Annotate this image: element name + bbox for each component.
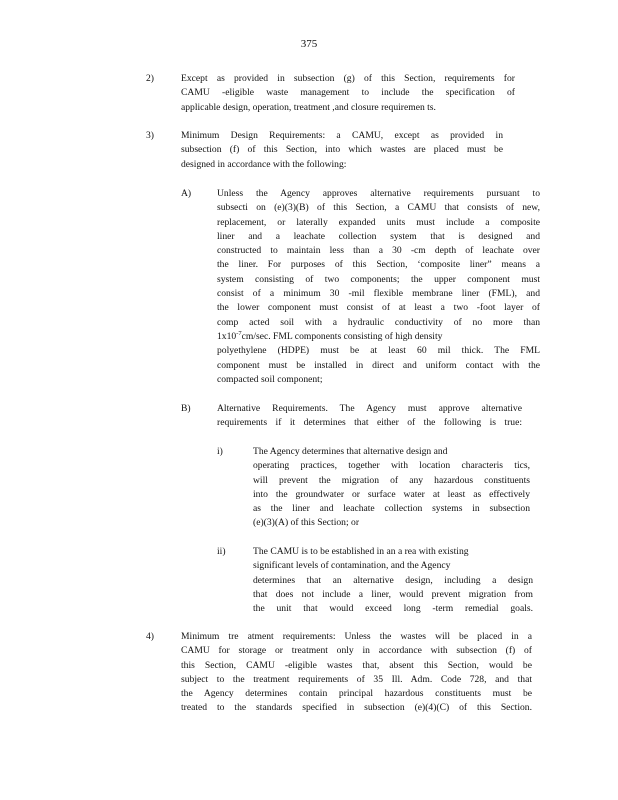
text-line: as the liner and leachate collection systems in subsection	[253, 503, 530, 515]
text-line: the lower component must consist of at least a two -foot layer of	[217, 302, 540, 314]
text-line: (e)(3)(A) of this Section; or	[253, 517, 360, 529]
item-3a-label: A)	[181, 188, 192, 199]
item-3a-text	[217, 187, 540, 387]
item-3-label: 3)	[146, 130, 154, 141]
item-3-text	[181, 129, 503, 172]
text-fragment: cm/sec. FML components consisting of high density	[241, 330, 443, 342]
text-line: polyethylene (HDPE) must be at least 60 mil thick. The FML	[217, 345, 540, 357]
text-line: the unit that would exceed long -term remedial goals.	[253, 603, 533, 615]
item-4-text	[181, 630, 532, 716]
item-3b-ii-text	[253, 545, 533, 616]
text-line: Alternative Requirements. The Agency must approve alternative	[217, 403, 522, 414]
text-line: subsecti on (e)(3)(B) of this Section, a CAMU that consists of new,	[217, 202, 540, 214]
text-line: applicable design, operation, treatment ,and closure requiremen ts.	[181, 101, 436, 113]
text-line: that does not include a liner, would prevent migration from	[253, 588, 533, 600]
text-line: CAMU -eligible waste management to include the specification of	[181, 87, 515, 99]
text-line: subsection (f) of this Section, into which wastes are placed must be	[181, 144, 503, 156]
text-line: The CAMU is to be established in an a rea with existing	[253, 546, 469, 557]
text-line: replacement, or laterally expanded units must include a composite	[217, 216, 540, 228]
item-3b-i-label: i)	[217, 446, 223, 457]
text-line: CAMU for storage or treatment only in accordance with subsection (f) of	[181, 645, 532, 657]
text-line-with-exponent	[217, 330, 540, 344]
text-line: consist of a minimum 30 -mil flexible membrane liner (FML), and	[217, 288, 540, 300]
item-3b-i-text	[253, 445, 530, 531]
text-line: significant levels of contamination, and the Agency	[253, 560, 451, 572]
item-4-label: 4)	[146, 631, 154, 642]
exponent: -7	[236, 329, 242, 337]
text-line: requirements if it determines that either of the following is true:	[217, 417, 522, 429]
text-line: the liner. For purposes of this Section, ‘composite liner” means a	[217, 259, 540, 271]
text-line: system consisting of two components; the upper component must	[217, 273, 540, 285]
text-line: comp acted soil with a hydraulic conductivity of no more than	[217, 316, 540, 328]
item-3b-ii-label: ii)	[217, 546, 226, 557]
item-3b-text	[217, 402, 522, 431]
text-line: compacted soil component;	[217, 373, 323, 385]
text-line: designed in accordance with the following:	[181, 158, 347, 170]
text-line: constructed to maintain less than a 30 -cm depth of leachate over	[217, 245, 540, 257]
text-line: Minimum tre atment requirements: Unless the wastes will be placed in a	[181, 631, 532, 642]
item-3b-label: B)	[181, 403, 191, 414]
text-fragment: 1x10	[217, 330, 237, 342]
text-line: determines that an alternative design, including a design	[253, 574, 533, 586]
item-2-text	[181, 72, 515, 115]
item-2-label: 2)	[146, 73, 154, 84]
text-line: Except as provided in subsection (g) of this Section, requirements for	[181, 73, 515, 84]
text-line: Unless the Agency approves alternative requirements pursuant to	[217, 188, 540, 199]
text-line: treated to the standards specified in subsection (e)(4)(C) of this Section.	[181, 702, 532, 714]
text-line: will prevent the migration of any hazardous constituents	[253, 474, 530, 486]
text-line: Minimum Design Requirements: a CAMU, except as provided in	[181, 130, 503, 141]
text-line: into the groundwater or surface water at least as effectively	[253, 488, 530, 500]
text-line: the Agency determines contain principal hazardous constituents must be	[181, 688, 532, 700]
text-line: The Agency determines that alternative design and	[253, 446, 448, 457]
text-line: subject to the treatment requirements of 35 Ill. Adm. Code 728, and that	[181, 673, 532, 685]
text-line: liner and a leachate collection system that is designed and	[217, 230, 540, 242]
page-number: 375	[300, 38, 318, 50]
text-line: component must be installed in direct and uniform contact with the	[217, 359, 540, 371]
text-line: operating practices, together with location characteris tics,	[253, 460, 530, 472]
text-line: this Section, CAMU -eligible wastes that, absent this Section, would be	[181, 659, 532, 671]
